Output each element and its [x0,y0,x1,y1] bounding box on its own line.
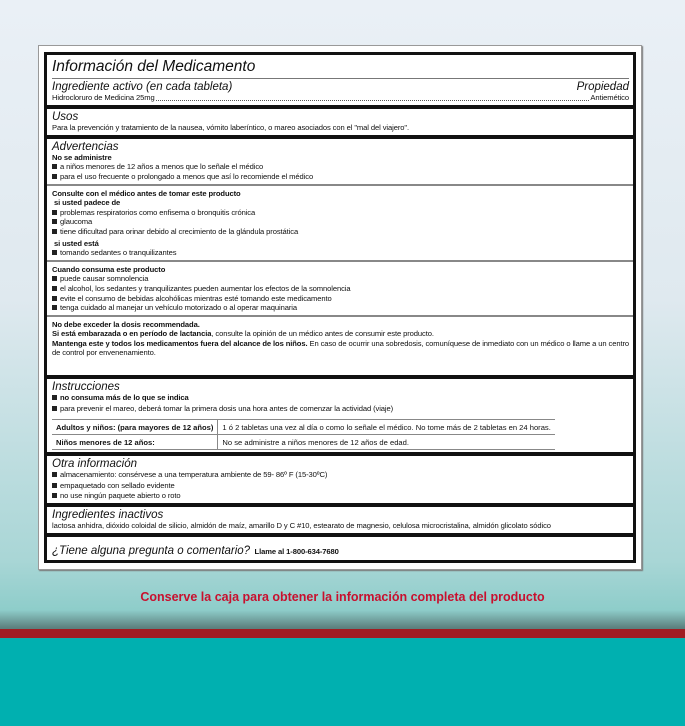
inactive-text: lactosa anhidra, dióxido coloidal de silicio, almidón de maíz, amarillo D y C #10, estearato de magnesio, celulosa microcristalina, almidón glicolato sódico [52,521,551,531]
bullet-icon [52,483,57,488]
list-item: empaquetado con sellado evidente [52,481,629,492]
active-ingredient-section [47,55,633,105]
list-item: el alcohol, los sedantes y tranquilizantes pueden aumentar los efectos de la somnolencia [52,284,629,294]
bullet-icon [52,210,57,215]
bullet-icon [52,229,57,234]
keep-away-label: Mantenga este y todos los medicamentos fuera del alcance de los niños. [52,338,308,348]
active-heading: Ingrediente activo (en cada tableta) [52,81,233,93]
bullet-icon [52,219,57,224]
red-stripe [0,629,685,638]
warnings-section [47,139,633,375]
bullet-icon [52,493,57,498]
questions-heading: ¿Tiene alguna pregunta o comentario? [52,544,251,557]
table-row: Niños menores de 12 años: No se administre a niños menores de 12 años de edad. [52,435,555,450]
bullet-icon [52,472,57,477]
drug-facts-card [38,45,642,570]
bullet-icon [52,305,57,310]
ask-sub1: si usted padece de [54,198,121,208]
footer-note: Conserve la caja para obtener la información completa del producto [140,590,545,604]
warnings-heading: Advertencias [52,140,119,153]
bullet-icon [52,174,57,179]
list-item: tenga cuidado al manejar un vehículo motorizado o al operar maquinaria [52,303,629,313]
uses-section [47,109,633,135]
ingredient: Hidrocloruro de Medicina 25mg [52,93,155,102]
uses-heading: Usos [52,110,79,123]
when-using-label: Cuando consuma este producto [52,264,166,274]
list-item: almacenamiento: consérvese a una temperatura ambiente de 59- 86º F (15-30ºC) [52,470,629,481]
page-title: Información del Medicamento [52,57,629,79]
other-heading: Otra información [52,457,138,470]
list-item: problemas respiratorios como enfisema o bronquitis crónica [52,208,629,218]
drug-facts-box [44,52,636,563]
inactive-section [47,507,633,533]
bullet-icon [52,296,57,301]
divider [47,315,633,317]
list-item: glaucoma [52,217,629,227]
list-item: evite el consumo de bebidas alcohólicas mientras esté tomando este medicamento [52,294,629,304]
divider [47,260,633,262]
teal-band [0,638,685,726]
purpose-heading: Propiedad [576,81,629,93]
list-item: tiene dificultad para orinar debido al crecimiento de la glándula prostática [52,227,629,237]
list-item: puede causar somnolencia [52,274,629,284]
pregnancy-text: , consulte la opinión de un médico antes de consumir este producto. [211,329,434,339]
bullet-icon [52,250,57,255]
inactive-heading: Ingredientes inactivos [52,509,164,522]
overdose-text-cont: de control por envenenamiento. [52,348,156,358]
ask-sub2: si usted está [54,238,99,248]
questions-section [47,537,633,560]
bullet-icon [52,276,57,281]
list-item: tomando sedantes o tranquilizantes [52,248,629,258]
uses-text: Para la prevención y tratamiento de la nausea, vómito laberíntico, o mareo asociados con el "mal del viajero". [52,122,409,132]
bullet-icon [52,286,57,291]
dosage-table [52,419,555,450]
list-item: para prevenir el mareo, deberá tomar la primera dosis una hora antes de comenzar la actividad (viaje) [52,404,629,415]
list-item: para el uso frecuente o prolongado a menos que así lo recomiende el médico [52,172,629,182]
ask-doctor-label: Consulte con el médico antes de tomar este producto [52,188,241,198]
overdose-text: En caso de ocurrir una sobredosis, comuníquese de inmediato con un médico o llame a un centro [307,338,630,348]
table-row: Adultos y niños: (para mayores de 12 años) 1 ó 2 tabletas una vez al día o como lo señale el médico. No tome más de 2 tabletas en 24 horas. [52,420,555,435]
do-not-label: No se administre [52,152,112,162]
directions-section [47,379,633,452]
bullet-icon [52,395,57,400]
list-item: a niños menores de 12 años a menos que lo señale el médico [52,162,629,172]
pregnancy-label: Si está embarazada o en período de lactancia [52,329,212,339]
directions-heading: Instrucciones [52,380,120,393]
phone-text: Llame al 1-800-634-7680 [254,546,339,556]
divider [47,184,633,186]
other-info-section [47,456,633,503]
bullet-icon [52,406,57,411]
dot-leader [156,93,590,101]
list-item: no use ningún paquete abierto o roto [52,491,629,502]
list-item: no consuma más de lo que se indica [52,393,629,404]
bullet-icon [52,164,57,169]
dose-warning: No debe exceder la dosis recommendada. [52,319,200,329]
purpose: Antiemético [590,93,629,102]
